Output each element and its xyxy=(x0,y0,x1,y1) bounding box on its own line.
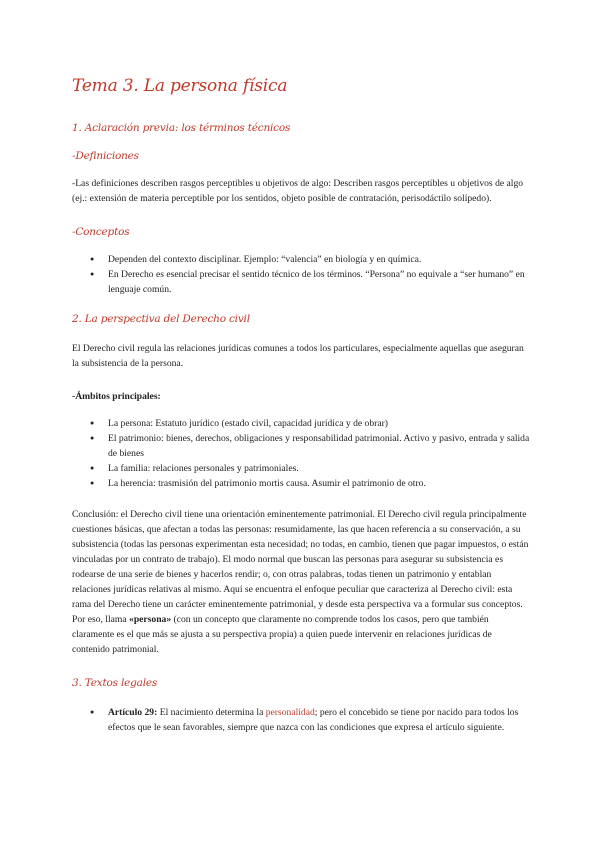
ambitos-list xyxy=(72,416,532,491)
conclusion-paragraph xyxy=(72,507,532,657)
ambitos-heading: -Ámbitos principales: xyxy=(72,391,161,402)
article-label: Artículo 29 xyxy=(108,707,155,718)
section-2-heading: 2. La perspectiva del Derecho civil xyxy=(72,313,250,325)
list-item: ● Dependen del contexto disciplinar. Ejemplo: “valencia” en biología y en química. xyxy=(108,252,532,267)
list-item: ● La persona: Estatuto jurídico (estado civil, capacidad jurídica y de obrar) xyxy=(108,416,532,431)
definitions-heading: -Definiciones xyxy=(72,150,139,162)
list-item: ● En Derecho es esencial precisar el sentido técnico de los términos. “Persona” no equivale a “ser humano” en lenguaje común. xyxy=(108,267,532,297)
article-highlight: personalidad xyxy=(265,707,315,718)
list-item xyxy=(108,705,532,735)
section-2-intro: El Derecho civil regula las relaciones jurídicas comunes a todos los particulares, especialmente aquellas que aseguran la subsistencia de la persona. xyxy=(72,343,524,369)
list-item: ● La herencia: trasmisión del patrimonio mortis causa. Asumir el patrimonio de otro. xyxy=(108,476,532,491)
article-text-b: ; pero el concebido se tiene por nacido para todos los efectos que le sean favorables, siempre que nazca con las condiciones que expresa el artículo siguiente. xyxy=(108,707,519,733)
section-1-heading: 1. Aclaración previa: los términos técnicos xyxy=(72,122,291,134)
section-3-heading: 3. Textos legales xyxy=(72,677,158,689)
legal-texts-list xyxy=(72,705,532,735)
conclusion-bold-term: «persona» xyxy=(129,614,172,625)
article-colon: : xyxy=(154,707,158,718)
definitions-text: -Las definiciones describen rasgos perceptibles u objetivos de algo: Describen rasgos perceptibles u objetivos de algo (ej.: extensión de materia perceptible por los sentidos, objeto posible de contratación, perisodáctilo solípedo). xyxy=(72,178,524,204)
list-item: ● La familia: relaciones personales y patrimoniales. xyxy=(108,461,532,476)
list-item: ● El patrimonio: bienes, derechos, obligaciones y responsabilidad patrimonial. Activo y pasivo, entrada y salida de bienes xyxy=(108,431,532,461)
conclusion-text-a: Conclusión: el Derecho civil tiene una orientación eminentemente patrimonial. El Derecho civil regula principalmente cuestiones básicas, que afectan a todas las personas: resumidamente, las que hacen referencia a su conservación, a su subsistencia (todas las personas experimentan esta necesidad; no todas, en cambio, tienen que pagar impuestos, o están vinculadas por un contrato de trabajo). El modo normal que buscan las personas para asegurar su subsistencia es rodearse de una serie de bienes y hacerlos rendir; o, con otras palabras, todas tienen un patrimonio y entablan relaciones jurídicas relativas al mismo. Aquí se encuentra el enfoque peculiar que caracteriza al Derecho civil: esta rama del Derecho tiene un carácter eminentemente patrimonial, y desde esta perspectiva va a formular sus conceptos. Por eso, llama xyxy=(72,509,529,625)
concepts-heading: -Conceptos xyxy=(72,226,130,238)
article-text-a: El nacimiento determina la xyxy=(157,707,266,718)
page-title: Tema 3. La persona física xyxy=(72,76,288,96)
concepts-list xyxy=(72,252,532,297)
conclusion-text-b: (con un concepto que claramente no comprende todos los casos, pero que también claramente es el que más se ajusta a su perspectiva propia) a quien puede intervenir en relaciones jurídicas de contenido patrimonial. xyxy=(72,614,492,655)
